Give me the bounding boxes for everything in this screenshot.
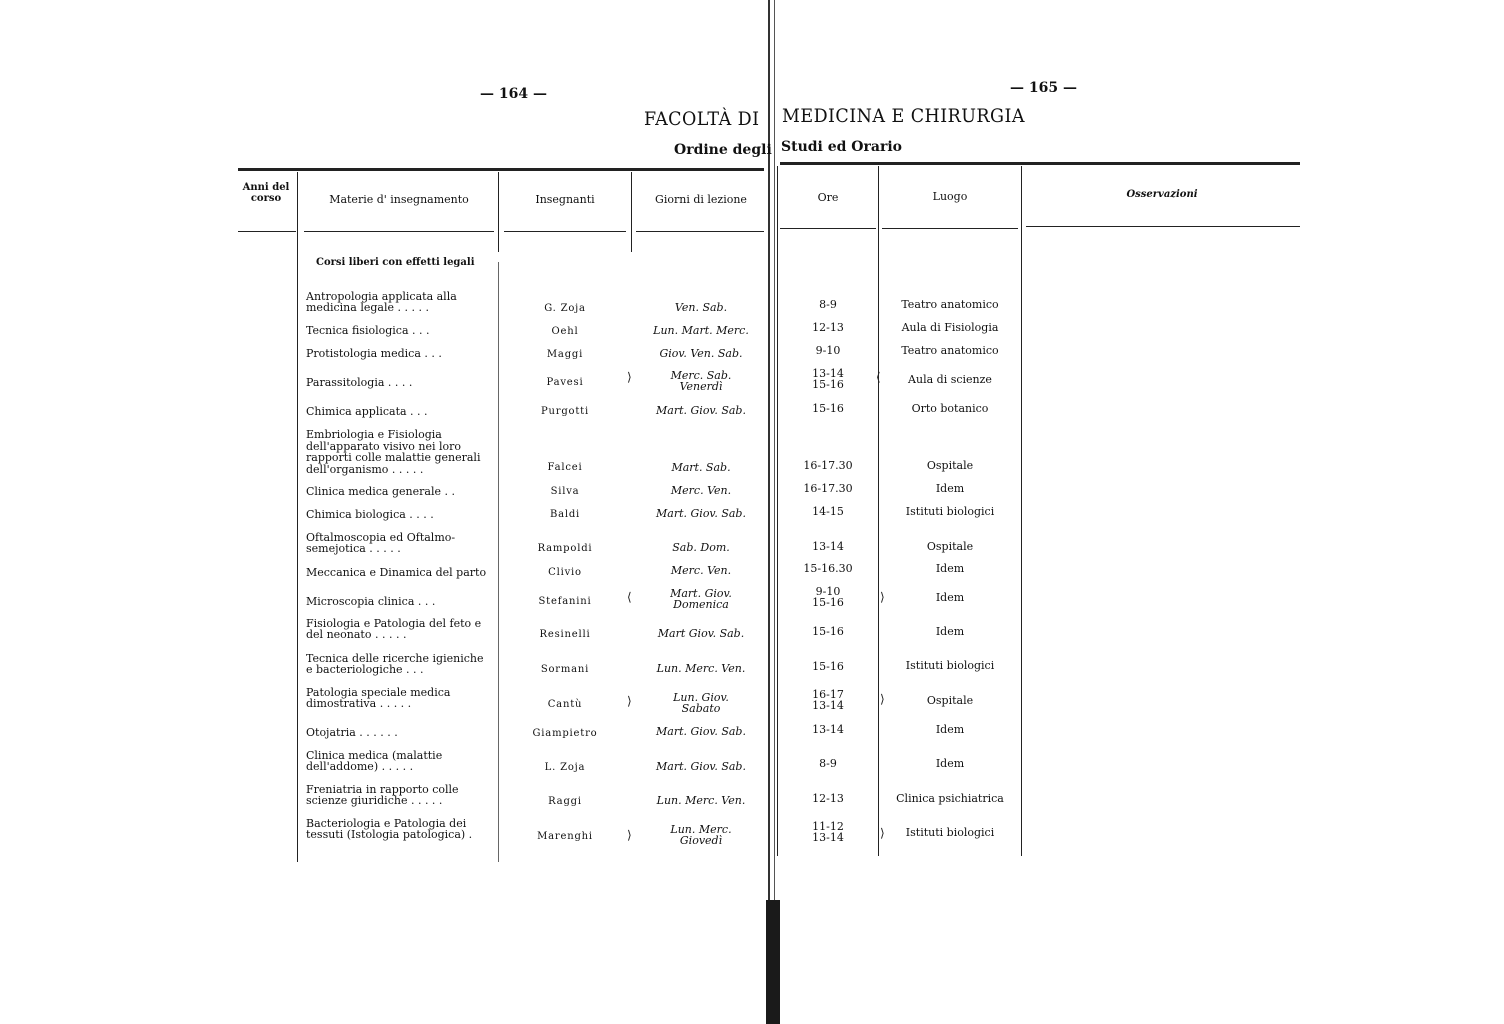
- table-row-teacher: Resinelli: [539, 629, 591, 640]
- table-row-days: Lun. Merc. Ven.: [656, 794, 746, 807]
- book-spine-shadow: [766, 900, 780, 1024]
- table-row-subject: Chimica applicata . . .: [306, 405, 428, 418]
- table-row-subject: Oftalmoscopia ed Oftalmo-semejotica . . . . .: [306, 531, 456, 555]
- brace-mark: ⟩: [627, 828, 632, 842]
- table-row-hours: 11-12 13-14: [812, 820, 844, 844]
- table-row-days: Lun. Giov. Sabato: [673, 691, 729, 715]
- table-row-place: Istituti biologici: [905, 826, 995, 839]
- table-row-hours: 15-16: [812, 625, 844, 638]
- table-row-place: Idem: [935, 625, 965, 638]
- header-rule-osservazioni: [1026, 226, 1300, 227]
- header-materie: Materie d' insegnamento: [329, 193, 469, 206]
- table-row-place: Idem: [935, 757, 965, 770]
- table-row-place: Ospitale: [926, 540, 974, 553]
- table-row-hours: 16-17 13-14: [812, 688, 844, 712]
- table-row-hours: 12-13: [812, 321, 844, 334]
- table-row-hours: 15-16: [812, 402, 844, 415]
- table-row-subject: Meccanica e Dinamica del parto: [306, 566, 487, 579]
- table-row-days: Lun. Merc. Giovedì: [670, 823, 732, 847]
- table-row-teacher: Marenghi: [537, 831, 593, 842]
- table-row-days: Sab. Dom.: [672, 541, 730, 554]
- table-row-teacher: Cantù: [547, 699, 583, 710]
- table-row-subject: Antropologia applicata alla medicina legale . . . . .: [306, 290, 457, 314]
- table-row-hours: 13-14 15-16: [812, 367, 844, 391]
- table-row-teacher: Baldi: [549, 509, 581, 520]
- table-row-days: Mart. Giov. Sab.: [656, 725, 746, 738]
- page-number-left: — 164 —: [480, 86, 547, 102]
- brace-mark: ⟨: [627, 590, 632, 604]
- page-number-right: — 165 —: [1010, 80, 1077, 96]
- table-row-days: Mart. Giov. Sab.: [656, 507, 746, 520]
- table-row-hours: 12-13: [812, 792, 844, 805]
- table-row-place: Teatro anatomico: [901, 344, 999, 357]
- table-row-days: Merc. Ven.: [670, 484, 732, 497]
- table-row-teacher: Falcei: [547, 462, 583, 473]
- table-row-subject: Tecnica fisiologica . . .: [306, 324, 430, 337]
- brace-mark: ⟩: [627, 370, 632, 384]
- table-row-subject: Patologia speciale medica dimostrativa . . . . .: [306, 686, 451, 710]
- column-line-6: [1021, 166, 1022, 856]
- header-anni: Anni del corso: [242, 182, 290, 204]
- brace-mark: ⟩: [880, 826, 885, 840]
- table-row-hours: 16-17.30: [803, 459, 853, 472]
- table-row-place: Istituti biologici: [905, 505, 995, 518]
- table-row-place: Orto botanico: [911, 402, 989, 415]
- table-row-hours: 9-10 15-16: [812, 585, 844, 609]
- table-row-teacher: Giampietro: [532, 728, 598, 739]
- table-row-hours: 14-15: [812, 505, 844, 518]
- table-row-subject: Tecnica delle ricerche igieniche e bacteriologiche . . .: [306, 652, 484, 676]
- header-rule-insegnanti: [504, 231, 626, 232]
- column-line-1: [297, 172, 298, 862]
- table-row-days: Mart Giov. Sab.: [657, 627, 745, 640]
- table-row-place: Idem: [935, 562, 965, 575]
- subtitle-right: Studi ed Orario: [781, 139, 902, 155]
- table-row-days: Merc. Ven.: [670, 564, 732, 577]
- table-row-hours: 9-10: [815, 344, 841, 357]
- table-row-days: Mart. Giov. Sab.: [656, 760, 746, 773]
- column-line-3-top: [631, 172, 632, 252]
- header-insegnanti: Insegnanti: [535, 193, 595, 206]
- table-row-teacher: L. Zoja: [544, 762, 586, 773]
- table-row-place: Aula di scienze: [908, 373, 992, 386]
- header-rule-ore: [780, 228, 876, 229]
- table-row-subject: Clinica medica (malattie dell'addome) . . . . .: [306, 749, 443, 773]
- table-row-days: Mart. Sab.: [671, 461, 731, 474]
- table-row-subject: Clinica medica generale . .: [306, 485, 455, 498]
- table-row-place: Idem: [935, 591, 965, 604]
- top-rule-left: [238, 168, 764, 171]
- title-right: MEDICINA E CHIRURGIA: [782, 105, 1025, 127]
- table-row-days: Giov. Ven. Sab.: [659, 347, 743, 360]
- header-rule-materie: [304, 231, 494, 232]
- table-row-subject: Microscopia clinica . . .: [306, 595, 436, 608]
- table-row-teacher: Oehl: [551, 326, 579, 337]
- table-row-hours: 15-16: [812, 660, 844, 673]
- table-row-days: Mart. Giov. Sab.: [656, 404, 746, 417]
- header-luogo: Luogo: [932, 190, 968, 203]
- title-left: FACOLTÀ DI: [644, 108, 760, 130]
- table-row-place: Ospitale: [926, 694, 974, 707]
- top-rule-right: [780, 162, 1300, 165]
- table-row-days: Lun. Mart. Merc.: [653, 324, 749, 337]
- table-row-place: Idem: [935, 723, 965, 736]
- table-row-teacher: Rampoldi: [537, 543, 593, 554]
- table-row-teacher: Pavesi: [546, 377, 584, 388]
- header-osservazioni: Osservazioni: [1126, 189, 1198, 200]
- table-row-place: Teatro anatomico: [901, 298, 999, 311]
- table-row-subject: Bacteriologia e Patologia dei tessuti (Istologia patologica) .: [306, 817, 473, 841]
- table-row-hours: 13-14: [812, 540, 844, 553]
- table-row-subject: Embriologia e Fisiologia dell'apparato visivo nei loro rapporti colle malattie generali dell'organismo . . . . .: [306, 428, 481, 476]
- table-row-hours: 16-17.30: [803, 482, 853, 495]
- column-line-2-top: [498, 172, 499, 252]
- header-ore: Ore: [817, 191, 839, 204]
- subtitle-left: Ordine degli: [674, 142, 772, 158]
- brace-mark: ⟩: [880, 590, 885, 604]
- column-line-2: [498, 262, 499, 862]
- table-row-teacher: Maggi: [546, 349, 584, 360]
- brace-mark: ⟨: [876, 370, 881, 384]
- table-row-days: Lun. Merc. Ven.: [656, 662, 746, 675]
- table-row-teacher: Purgotti: [540, 406, 589, 417]
- brace-mark: ⟩: [627, 694, 632, 708]
- table-row-days: Merc. Sab. Venerdì: [670, 369, 732, 393]
- brace-mark: ⟩: [880, 692, 885, 706]
- column-line-5: [878, 166, 879, 856]
- table-row-place: Clinica psichiatrica: [896, 792, 1004, 805]
- table-row-subject: Protistologia medica . . .: [306, 347, 442, 360]
- table-row-place: Ospitale: [926, 459, 974, 472]
- table-row-hours: 13-14: [812, 723, 844, 736]
- table-row-subject: Freniatria in rapporto colle scienze giuridiche . . . . .: [306, 783, 459, 807]
- table-row-subject: Chimica biologica . . . .: [306, 508, 434, 521]
- header-rule-giorni: [636, 231, 764, 232]
- table-row-teacher: Clivio: [548, 567, 582, 578]
- table-row-days: Mart. Giov. Domenica: [670, 587, 732, 611]
- table-row-teacher: Sormani: [540, 664, 590, 675]
- table-row-teacher: G. Zoja: [544, 303, 586, 314]
- table-row-teacher: Silva: [550, 486, 580, 497]
- table-row-hours: 8-9: [819, 757, 837, 770]
- header-rule-luogo: [882, 228, 1018, 229]
- table-row-place: Idem: [935, 482, 965, 495]
- column-line-4: [777, 166, 778, 856]
- table-row-teacher: Raggi: [548, 796, 582, 807]
- table-row-teacher: Stefanini: [538, 596, 592, 607]
- header-giorni: Giorni di lezione: [655, 193, 747, 206]
- section-title: Corsi liberi con effetti legali: [316, 257, 475, 268]
- table-row-subject: Fisiologia e Patologia del feto e del neonato . . . . .: [306, 617, 482, 641]
- table-row-subject: Otojatria . . . . . .: [306, 726, 398, 739]
- table-row-place: Istituti biologici: [905, 659, 995, 672]
- table-row-subject: Parassitologia . . . .: [306, 376, 413, 389]
- table-row-hours: 15-16.30: [803, 562, 853, 575]
- table-row-hours: 8-9: [819, 298, 837, 311]
- table-row-days: Ven. Sab.: [674, 301, 728, 314]
- table-row-place: Aula di Fisiologia: [901, 321, 999, 334]
- header-rule-anni: [238, 231, 296, 232]
